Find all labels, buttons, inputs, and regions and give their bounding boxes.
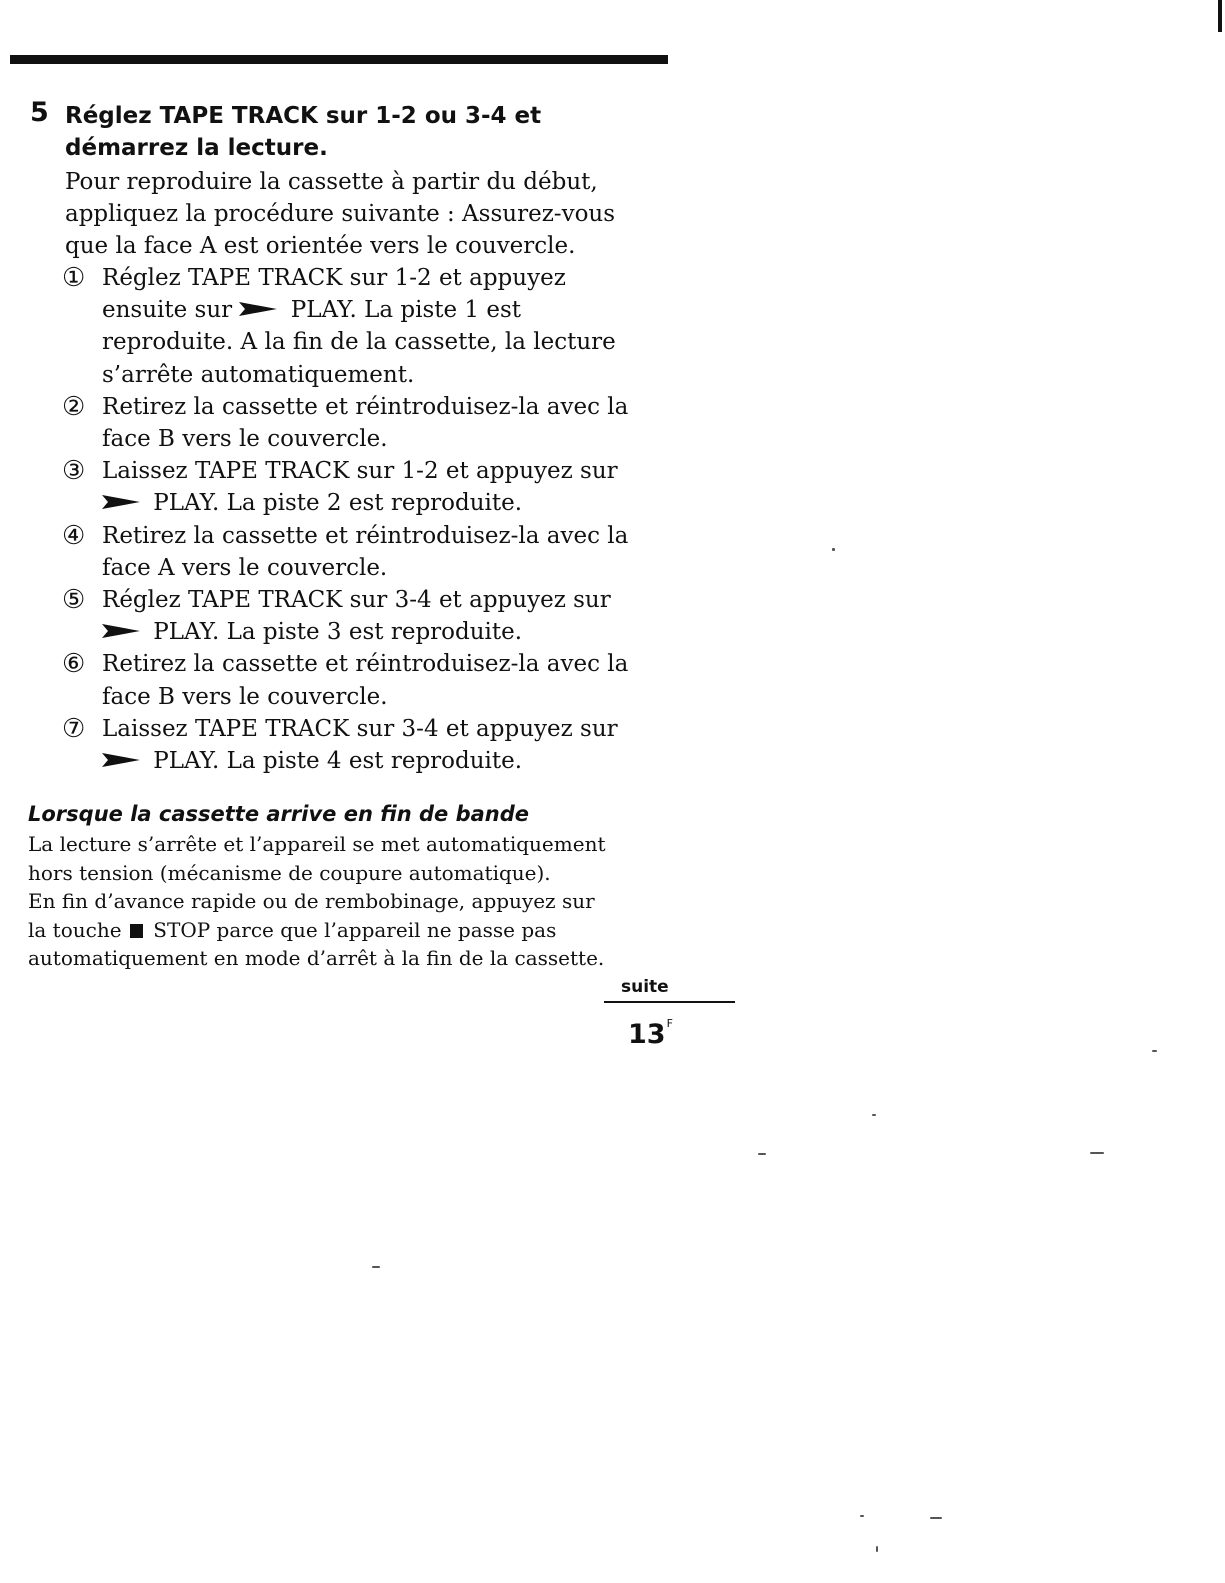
substep-5: [62, 584, 702, 648]
intro-line: appliquez la procédure suivante : Assurez-vous: [65, 201, 616, 227]
substep-line: [102, 616, 702, 648]
substep-number: ⑤: [62, 585, 86, 616]
scan-speck: [872, 1114, 876, 1116]
step-number: 5: [30, 97, 49, 128]
play-icon: [239, 302, 277, 316]
substep-3: [62, 455, 702, 519]
substep-1: [62, 262, 702, 391]
top-rule: [10, 55, 668, 64]
intro-line: que la face A est orientée vers le couvercle.: [65, 233, 576, 259]
note-line: hors tension (mécanisme de coupure automatique).: [28, 860, 551, 885]
substep-line: s’arrête automatiquement.: [102, 361, 415, 388]
page-number-value: 13: [628, 1019, 666, 1050]
note-text: la touche: [28, 917, 128, 942]
step-intro: [65, 166, 685, 262]
substep-line: Retirez la cassette et réintroduisez-la avec la: [102, 393, 629, 420]
step-heading: [65, 100, 685, 164]
substep-line: Réglez TAPE TRACK sur 1-2 et appuyez: [102, 265, 566, 291]
note-line: automatiquement en mode d’arrêt à la fin de la cassette.: [28, 946, 605, 971]
note-heading: Lorsque la cassette arrive en fin de bande: [28, 802, 530, 826]
continued-label: suite: [621, 977, 669, 997]
note-line: [28, 916, 708, 945]
stop-icon: [130, 924, 143, 938]
substep-number: ⑥: [62, 649, 86, 680]
play-icon: [102, 753, 140, 767]
substep-number: ④: [62, 520, 86, 551]
substep-2: [62, 391, 702, 455]
page-number: [628, 1006, 673, 1053]
substep-line: [102, 745, 702, 777]
substep-number: ⑦: [62, 713, 86, 744]
substep-line: face A vers le couvercle.: [102, 554, 388, 581]
substep-line: reproduite. A la fin de la cassette, la lecture: [102, 329, 616, 356]
scan-speck: [930, 1517, 942, 1519]
substep-line: [102, 294, 702, 326]
play-icon: [102, 624, 140, 638]
substep-number: ③: [62, 456, 86, 487]
substep-4: [62, 520, 702, 584]
scan-speck: [372, 1266, 380, 1268]
scan-speck: [1090, 1152, 1104, 1154]
continued-rule: [604, 1001, 735, 1003]
note-line: En fin d’avance rapide ou de rembobinage, appuyez sur: [28, 889, 595, 914]
step-heading-line: démarrez la lecture.: [65, 135, 328, 161]
substep-number: ①: [62, 263, 86, 293]
scan-speck: [758, 1153, 766, 1155]
note-text: STOP parce que l’appareil ne passe pas: [146, 917, 557, 942]
substep-number: ②: [62, 391, 86, 422]
page-number-suffix: F: [666, 1017, 673, 1030]
note-line: La lecture s’arrête et l’appareil se met automatiquement: [28, 832, 606, 856]
substep-line: face B vers le couvercle.: [102, 683, 388, 710]
substep-line: Réglez TAPE TRACK sur 3-4 et appuyez sur: [102, 587, 611, 614]
substep-line: Retirez la cassette et réintroduisez-la avec la: [102, 651, 629, 678]
substep-text: PLAY. La piste 3 est reproduite.: [146, 619, 523, 646]
substep-list: [62, 262, 702, 777]
substep-line: [102, 487, 702, 519]
substep-text: PLAY. La piste 2 est reproduite.: [146, 490, 523, 517]
substep-line: Laissez TAPE TRACK sur 1-2 et appuyez sur: [102, 458, 618, 485]
substep-6: [62, 648, 702, 712]
substep-7: [62, 713, 702, 777]
scan-speck: [876, 1546, 878, 1552]
scan-speck: [832, 548, 835, 551]
intro-line: Pour reproduire la cassette à partir du début,: [65, 169, 598, 195]
substep-line: face B vers le couvercle.: [102, 426, 388, 453]
play-icon: [102, 495, 140, 509]
substep-text: ensuite sur: [102, 297, 240, 324]
substep-text: PLAY. La piste 1 est: [283, 297, 522, 324]
scan-speck: [1152, 1050, 1157, 1052]
scan-speck: [860, 1515, 864, 1517]
edge-mark: [1218, 0, 1222, 32]
substep-line: Retirez la cassette et réintroduisez-la avec la: [102, 522, 629, 549]
substep-line: Laissez TAPE TRACK sur 3-4 et appuyez sur: [102, 715, 618, 742]
step-heading-line: Réglez TAPE TRACK sur 1-2 ou 3-4 et: [65, 103, 542, 129]
note-body: [28, 830, 708, 973]
substep-text: PLAY. La piste 4 est reproduite.: [146, 748, 523, 775]
